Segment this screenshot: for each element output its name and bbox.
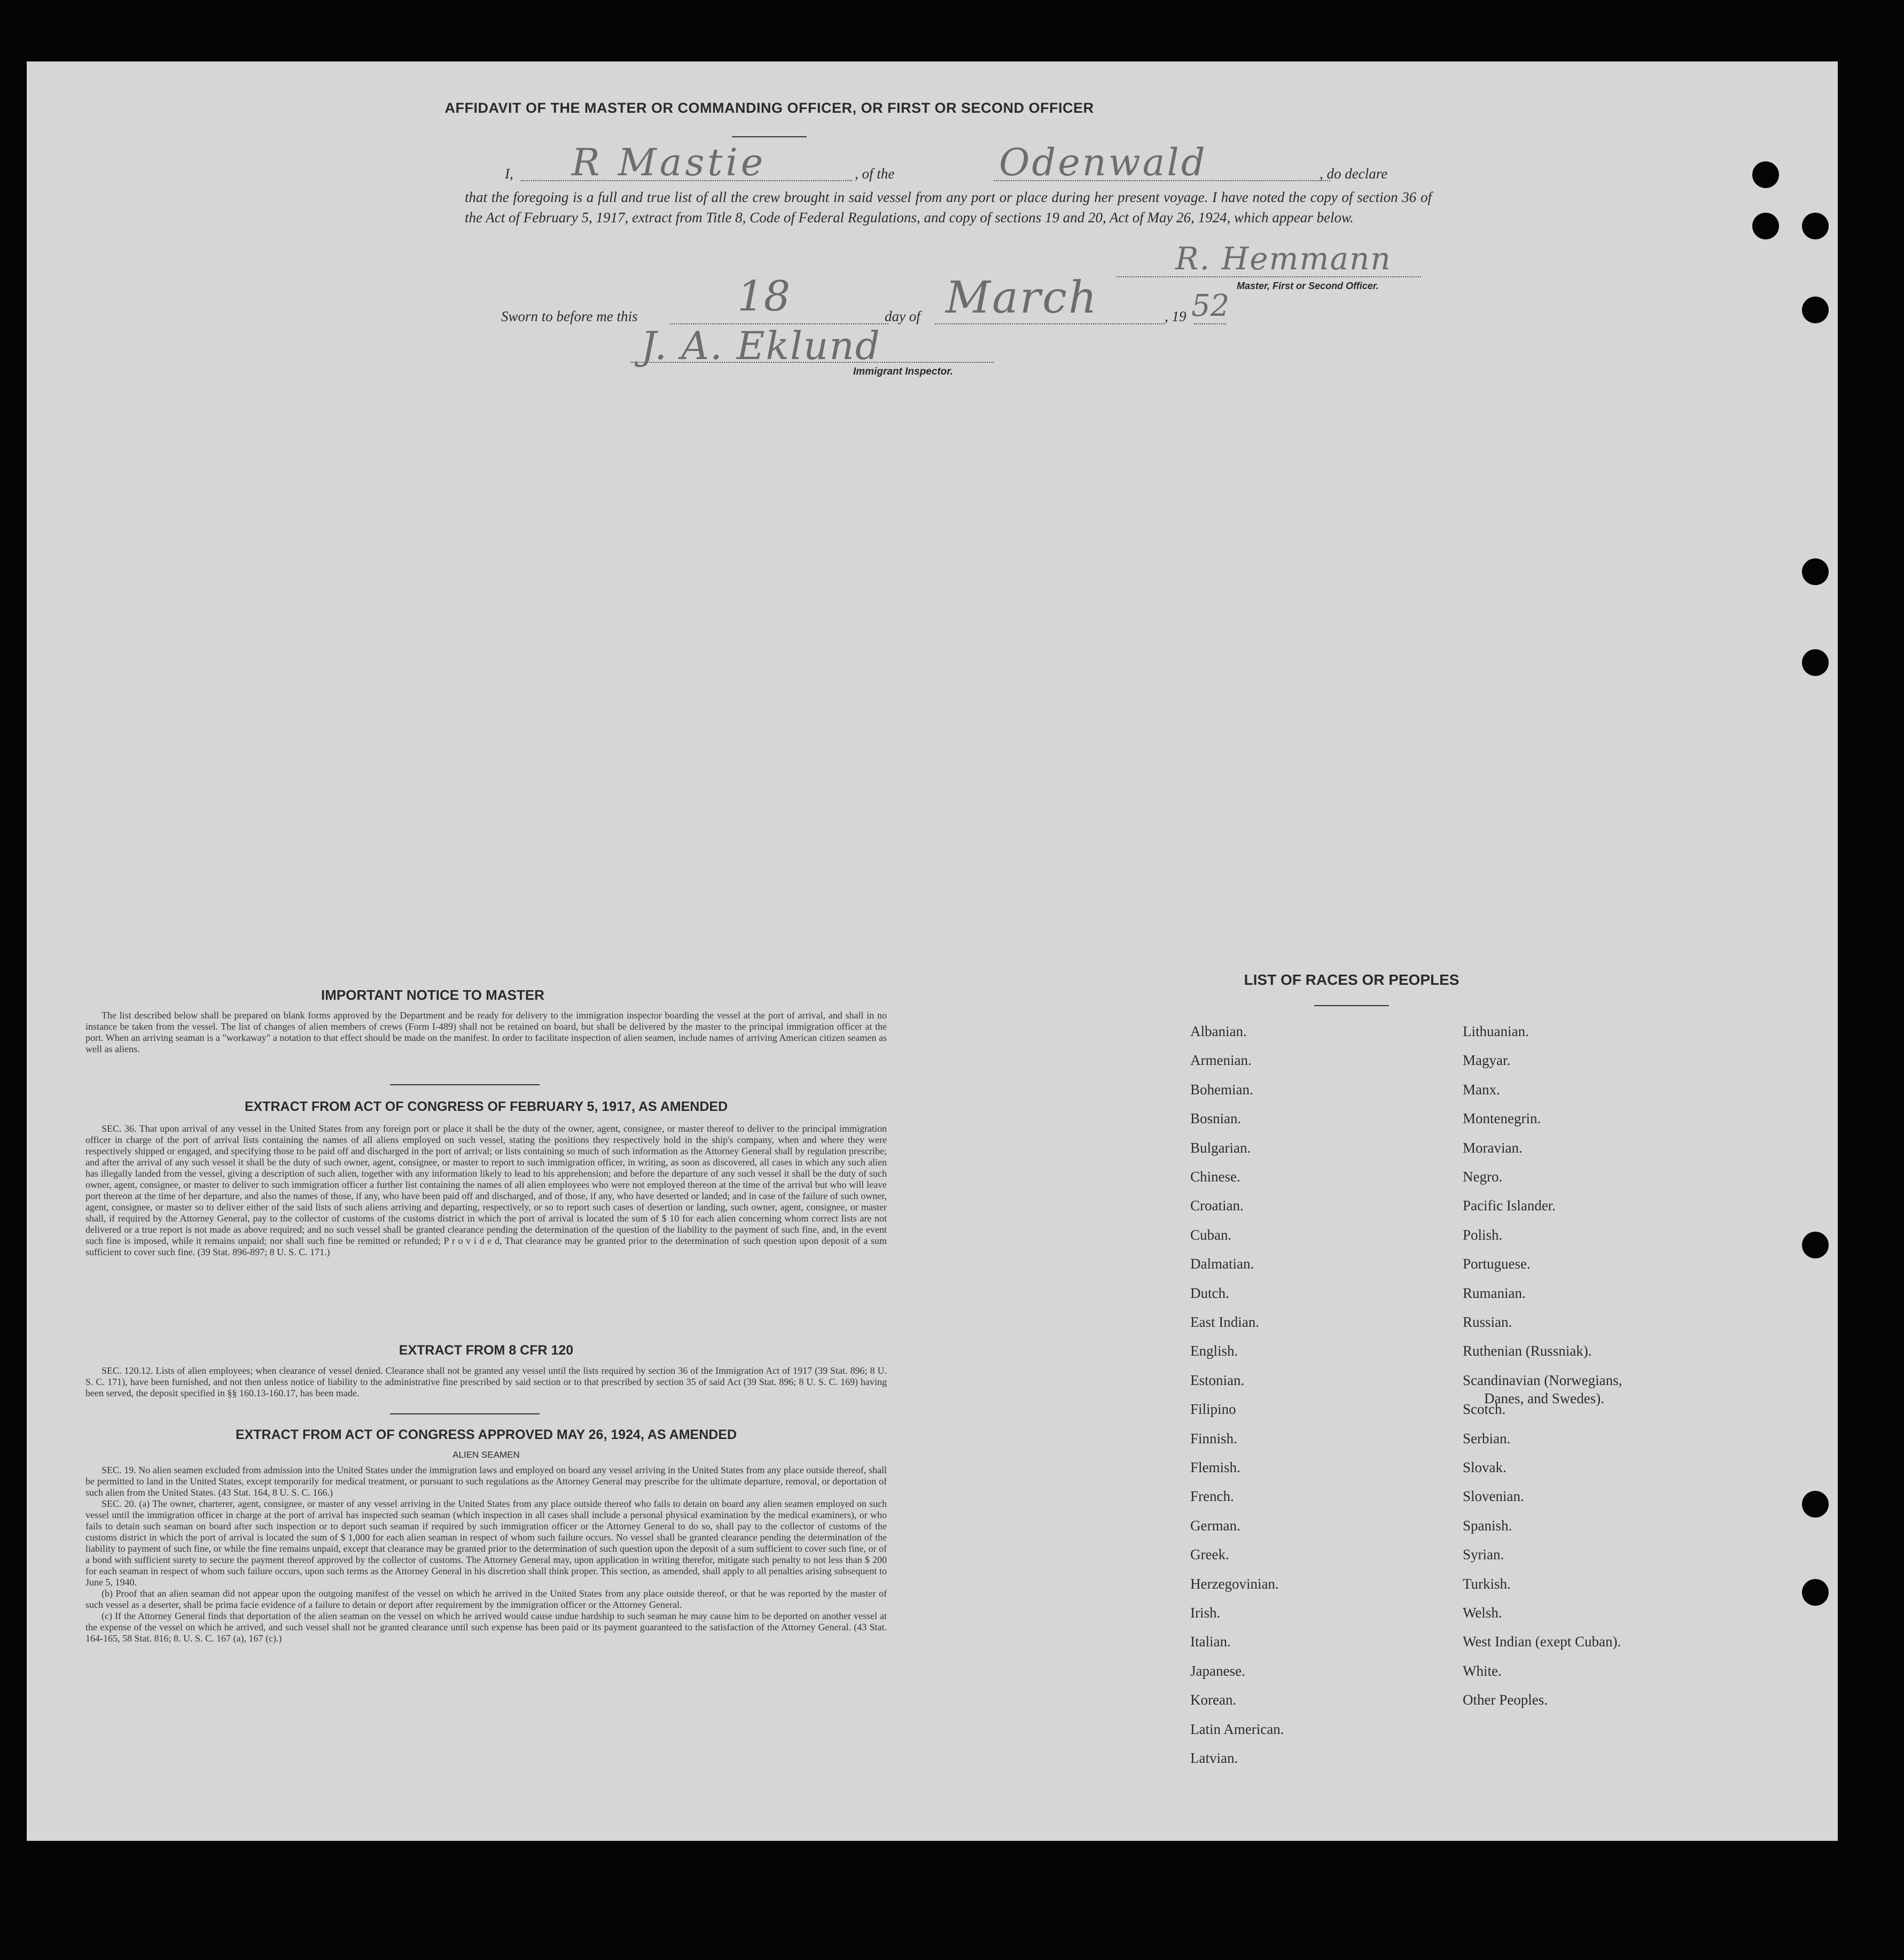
master-name-handwriting: R Mastie	[572, 141, 767, 184]
race-item: Slovenian.	[1463, 1488, 1524, 1505]
races-title: LIST OF RACES OR PEOPLES	[1244, 971, 1460, 988]
sworn-day-handwriting: 18	[737, 273, 791, 321]
punch-hole	[1752, 213, 1779, 239]
race-item: Other Peoples.	[1463, 1692, 1548, 1708]
extract1924-title: EXTRACT FROM ACT OF CONGRESS APPROVED MAY 26, 1924, AS AMENDED	[235, 1427, 737, 1442]
title-rule	[732, 136, 807, 137]
affidavit-do-declare: , do declare	[1320, 166, 1388, 182]
race-item: Pacific Islander.	[1463, 1197, 1556, 1214]
inspector-label: Immigrant Inspector.	[853, 366, 953, 377]
race-item: Welsh.	[1463, 1605, 1502, 1621]
inspector-signature: J. A. Eklund	[641, 323, 881, 368]
race-item: Croatian.	[1190, 1197, 1244, 1214]
race-item: Bulgarian.	[1190, 1139, 1251, 1156]
race-item: Polish.	[1463, 1226, 1503, 1243]
sworn-label: Sworn to before me this	[501, 308, 638, 324]
race-item: Finnish.	[1190, 1430, 1237, 1446]
race-item: Portuguese.	[1463, 1256, 1531, 1272]
vessel-name-handwriting: Odenwald	[999, 141, 1207, 184]
master-signature-label: Master, First or Second Officer.	[1237, 281, 1379, 291]
race-item: Rumanian.	[1463, 1285, 1526, 1301]
punch-hole	[1802, 213, 1829, 239]
race-item: Serbian.	[1463, 1430, 1511, 1446]
race-item: English.	[1190, 1343, 1238, 1359]
year-line	[1194, 323, 1226, 324]
sworn-month-handwriting: March	[946, 273, 1098, 323]
race-item: Latin American.	[1190, 1721, 1284, 1737]
punch-hole	[1802, 1579, 1829, 1606]
race-item: Greek.	[1190, 1546, 1229, 1563]
race-item: Syrian.	[1463, 1546, 1504, 1563]
punch-hole	[1802, 1491, 1829, 1518]
race-item: German.	[1190, 1517, 1240, 1534]
race-item: Spanish.	[1463, 1517, 1512, 1534]
race-item: Dalmatian.	[1190, 1256, 1254, 1272]
affidavit-body: that the foregoing is a full and true list of all the crew brought in said vessel from any port or place during her present voyage. I have noted the copy of section 36 of the Act of February 5, 1917, extract from Title 8, Code of Federal Regulations, and copy of sections 19 and 20, Act of May 26, 1924, which appear below.	[465, 189, 1432, 225]
race-item: Montenegrin.	[1463, 1110, 1541, 1127]
sworn-month-line	[935, 323, 1165, 324]
race-item: East Indian.	[1190, 1314, 1259, 1330]
punch-hole	[1802, 558, 1829, 585]
notice-title: IMPORTANT NOTICE TO MASTER	[321, 987, 544, 1003]
race-item: Turkish.	[1463, 1575, 1511, 1592]
race-item: French.	[1190, 1488, 1234, 1505]
sec20a-text: SEC. 20. (a) The owner, charterer, agent, consignee, or master of any vessel arriving in the United States from any place outside thereof who fails to detain on board any alien seamen employed on such vessel until the immigration officer in charge at the port of arrival has inspected such seaman (which inspection in all cases shall include a personal physical examination by the medical examiners), or who fails to detain such seaman on board after such inspection or to deport such seaman if required by such immigration officer or the Attorney General to do so, shall pay to the collector of customs of the customs district in which the port of arrival is located the sum of $ 1,000 for each alien seaman in respect of whom such failure occurs. No vessel shall be granted clearance pending the determination of the liability to payment of such fine, or while the fine remains unpaid, except that clearance may be granted prior to the determination of such question upon the deposit of a sum sufficient to cover such fine, or of a bond with sufficient surety to secure the payment thereof approved by the collector of customs. The Attorney General may, upon application in writing therefor, mitigate such penalty to not less than $ 200 for each seaman in respect of whom such failure occurs, upon such terms as the Attorney General in his discretion shall think proper. This section, as amended, shall apply to all penalties arising subsequent to June 5, 1940.	[85, 1498, 887, 1588]
punch-hole	[1802, 649, 1829, 676]
race-item: Cuban.	[1190, 1226, 1232, 1243]
punch-hole	[1752, 161, 1779, 188]
race-item: Moravian.	[1463, 1139, 1523, 1156]
extract1917-title: EXTRACT FROM ACT OF CONGRESS OF FEBRUARY 5, 1917, AS AMENDED	[244, 1099, 728, 1114]
race-item: Armenian.	[1190, 1052, 1252, 1069]
race-item: Russian.	[1463, 1314, 1512, 1330]
sec20c-text: (c) If the Attorney General finds that deportation of the alien seaman on the vessel on which he arrived would cause undue hardship to such seaman he may cause him to be deported on another vessel at the expense of the vessel on which he arrived, and such vessel shall not be granted clearance until such expense has been paid or its payment guaranteed to the satisfaction of the Attorney General. (43 Stat. 164-165, 58 Stat. 816; 8. U. S. C. 167 (a), 167 (c).)	[85, 1611, 887, 1644]
notice-rule	[390, 1084, 540, 1085]
manifest-page	[27, 61, 1838, 1841]
race-item: Negro.	[1463, 1169, 1503, 1185]
year-handwriting: 52	[1191, 289, 1230, 323]
race-item: Scandinavian (Norwegians,	[1463, 1372, 1622, 1388]
affidavit-of-the-label: , of the	[855, 166, 895, 182]
race-item: Ruthenian (Russniak).	[1463, 1343, 1592, 1359]
race-item: Korean.	[1190, 1692, 1237, 1708]
race-item: Scotch.	[1463, 1401, 1506, 1418]
race-item: Dutch.	[1190, 1285, 1229, 1301]
races-rule	[1314, 1005, 1389, 1006]
race-item: Bosnian.	[1190, 1110, 1242, 1127]
race-item: Estonian.	[1190, 1372, 1245, 1388]
sec19-text: SEC. 19. No alien seamen excluded from admission into the United States under the immigration laws and employed on board any vessel arriving in the United States from any place outside thereof, shall be permitted to land in the United States, except temporarily for medical treatment, or pursuant to such regulations as the Attorney General may prescribe for the ultimate departure, removal, or deportation of such alien from the United States. (43 Stat. 164, 8 U. S. C. 166.)	[85, 1465, 887, 1498]
extract-cfr-body: SEC. 120.12. Lists of alien employees; when clearance of vessel denied. Clearance shall not be granted any vessel until the lists required by section 36 of the Immigration Act of 1917 (39 Stat. 896; 8 U. S. C. 171), have been furnished, and not then unless notice of liability to the administrative fine prescribed by said section or to that prescribed by section 35 of said Act (39 Stat. 896; 8 U. S. C. 169) having been served, the deposit specified in §§ 160.13-160.17, has been made.	[85, 1365, 887, 1398]
race-item: Flemish.	[1190, 1459, 1240, 1475]
year-prefix: , 19	[1165, 308, 1187, 324]
race-item: Filipino	[1190, 1401, 1236, 1418]
race-item: Albanian.	[1190, 1023, 1247, 1039]
race-item: West Indian (exept Cuban).	[1463, 1634, 1621, 1650]
race-item: Danes, and Swedes).	[1484, 1390, 1604, 1406]
punch-hole	[1802, 1232, 1829, 1258]
extract-cfr-title: EXTRACT FROM 8 CFR 120	[399, 1343, 574, 1358]
race-item: Magyar.	[1463, 1052, 1511, 1069]
cfr-rule	[390, 1413, 540, 1414]
race-item: Slovak.	[1463, 1459, 1507, 1475]
extract1924-subtitle: ALIEN SEAMEN	[452, 1450, 520, 1460]
extract1917-body: SEC. 36. That upon arrival of any vessel in the United States from any foreign port or place it shall be the duty of the owner, agent, consignee, or master thereof to deliver to the principal immigration officer in charge of the port of arrival lists containing the names of all aliens employed on such vessel, stating the positions they respectively hold in the ship's company, when and where they were respectively shipped or engaged, and specifying those to be paid off and discharged in the port of arrival; or lists containing so much of such information as the Attorney General shall by regulation prescribe; and after the arrival of any such vessel it shall be the duty of such owner, agent, consignee, or master to report to such immigration officer, in writing, as soon as discovered, all cases in which any such alien has illegally landed from the vessel, giving a description of such alien, together with any information likely to lead to his apprehension; and before the departure of any such vessel it shall be the duty of such owner, agent, consignee, or master to deliver to such immigration officer a further list containing the names of all alien employees who were not employed thereon at the time of the arrival but who will leave port thereon at the time of her departure, and also the names of those, if any, who have been paid off and discharged, and of those, if any, who have deserted or landed; and in case of the failure of such owner, agent, consignee, or master so to deliver either of the said lists of such aliens arriving and departing, respectively, or so to report such cases of desertion or landing, such owner, agent, consignee, or master shall, if required by the Attorney General, pay to the collector of customs of the customs district in which the port of arrival is located the sum of $ 10 for each alien concerning whom correct lists are not delivered or a true report is not made as above required; and no such vessel shall be granted clearance pending the determination of the question of the liability to the payment of such fine, and, in the event such fine is imposed, while it remains unpaid; nor shall such fine be remitted or refunded; P r o v i d e d, That clearance may be granted prior to the determination of such question upon deposit of a sum sufficient to cover such fine. (39 Stat. 896-897; 8 U. S. C. 171.)	[85, 1123, 887, 1257]
race-item: Lithuanian.	[1463, 1023, 1529, 1039]
race-item: Latvian.	[1190, 1750, 1238, 1766]
race-item: Bohemian.	[1190, 1081, 1253, 1098]
race-item: Irish.	[1190, 1605, 1221, 1621]
race-item: Italian.	[1190, 1634, 1231, 1650]
race-item: Chinese.	[1190, 1169, 1240, 1185]
affidavit-i-label: I,	[505, 166, 513, 182]
race-item: Japanese.	[1190, 1662, 1245, 1679]
master-signature: R. Hemmann	[1175, 240, 1392, 277]
sec20b-text: (b) Proof that an alien seaman did not appear upon the outgoing manifest of the vessel on which he arrived in the United States from any place outside thereof, or that he was reported by the master of such vessel as a deserter, shall be prima facie evidence of a failure to detain or deport after requirement by the immigration officer or the Attorney General.	[85, 1588, 887, 1610]
extract1924-body	[85, 1465, 887, 1644]
race-item: Manx.	[1463, 1081, 1500, 1098]
affidavit-title: AFFIDAVIT OF THE MASTER OR COMMANDING OFFICER, OR FIRST OR SECOND OFFICER	[444, 100, 1094, 116]
notice-body: The list described below shall be prepared on blank forms approved by the Department and be ready for delivery to the immigration inspector boarding the vessel at the port of arrival, and shall in no instance be taken from the vessel. The list of changes of alien members of crews (Form I-489) shall not be retained on board, but shall be delivered by the master to the principal immigration officer at the port. When an arriving seaman is a "workaway" a notation to that effect should be made on the manifest. In order to facilitate inspection of alien seamen, include names of arriving American citizen seamen as well as aliens.	[85, 1010, 887, 1054]
punch-hole	[1802, 297, 1829, 323]
race-item: Herzegovinian.	[1190, 1575, 1279, 1592]
race-item: White.	[1463, 1662, 1502, 1679]
day-of-label: day of	[885, 308, 920, 324]
